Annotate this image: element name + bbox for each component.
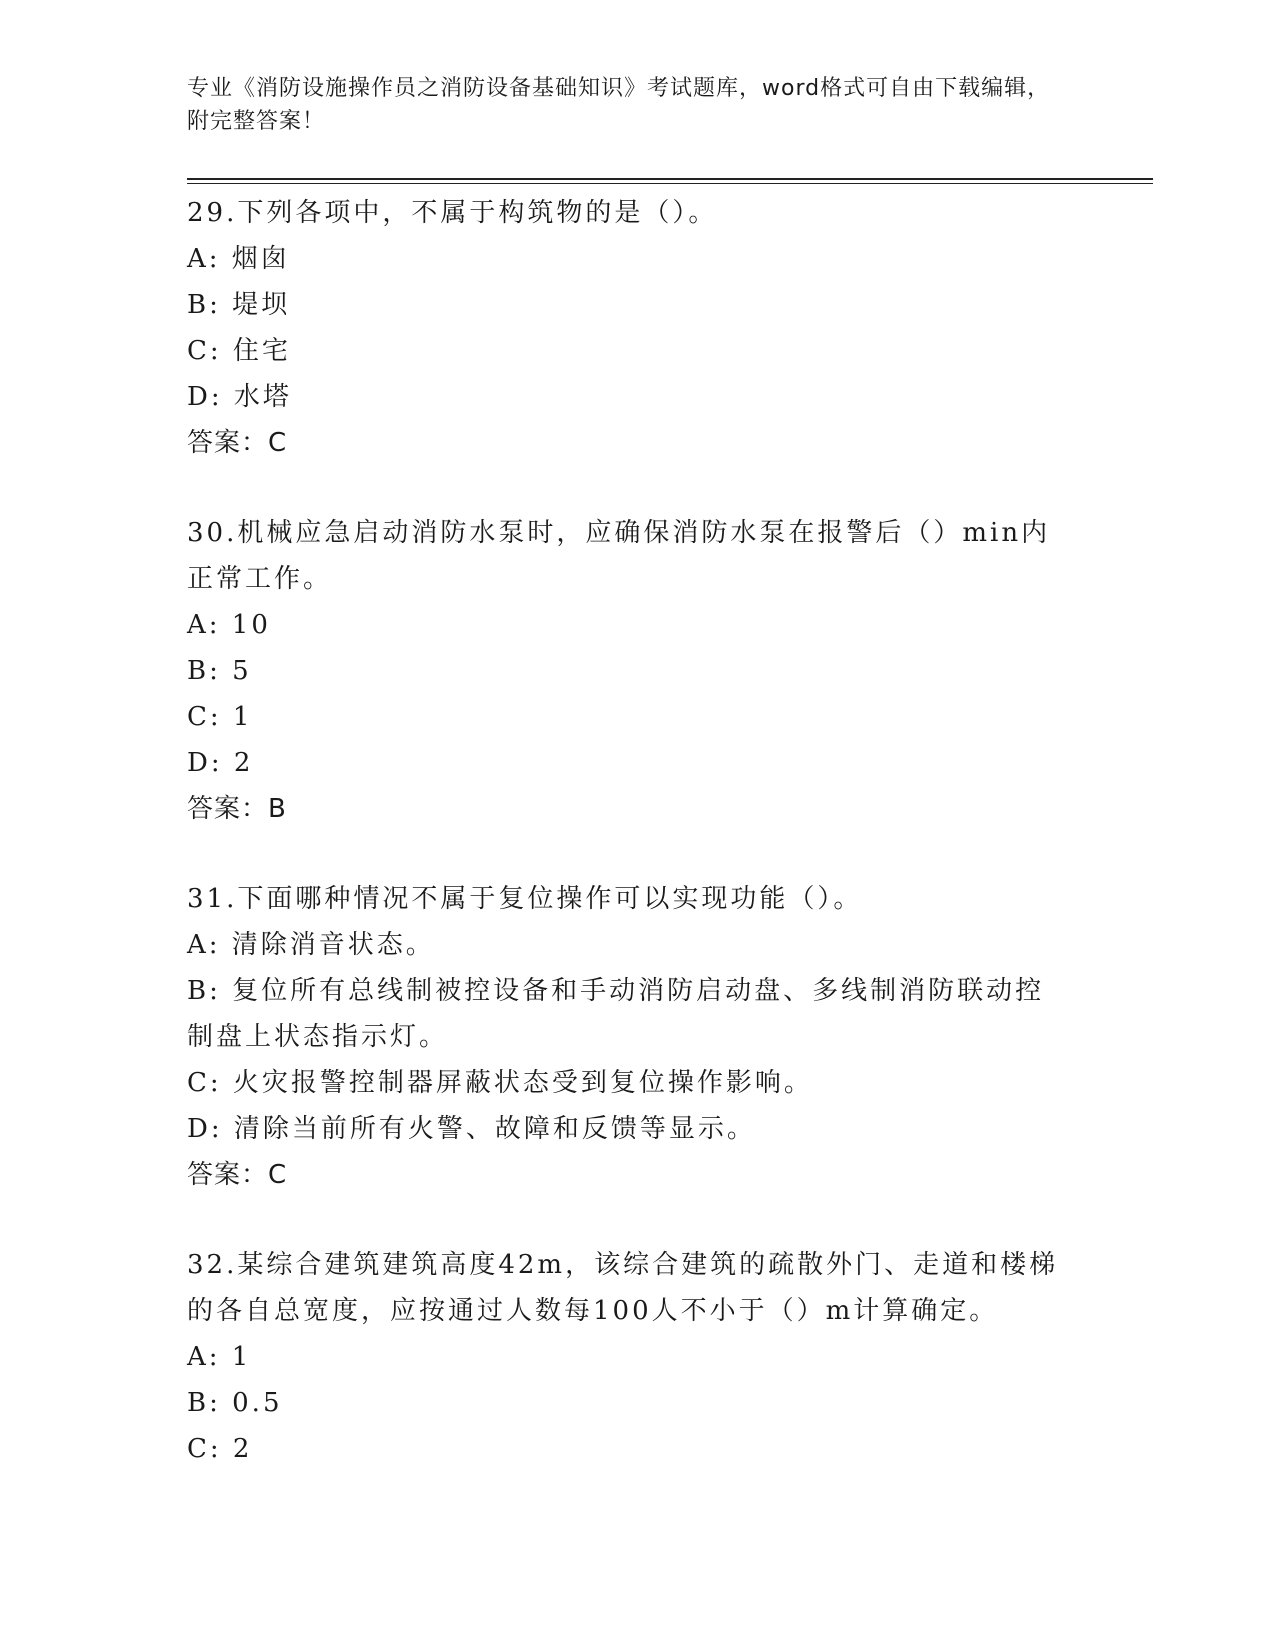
option-d: D: 2 bbox=[187, 748, 254, 778]
option-d: D: 清除当前所有火警、故障和反馈等显示。 bbox=[187, 1114, 756, 1144]
option-a: A: 烟囱 bbox=[187, 244, 290, 274]
question-stem: 31.下面哪种情况不属于复位操作可以实现功能（）。 bbox=[187, 884, 863, 914]
question-31 bbox=[187, 876, 1067, 1198]
question-stem: 32.某综合建筑建筑高度42m，该综合建筑的疏散外门、走道和楼梯的各自总宽度，应按通过人数每100人不小于（）m计算确定。 bbox=[187, 1250, 1059, 1326]
question-30 bbox=[187, 510, 1067, 832]
option-b: B: 0.5 bbox=[187, 1388, 283, 1418]
answer-line: 答案：B bbox=[187, 794, 287, 824]
option-a: A: 1 bbox=[187, 1342, 252, 1372]
question-list bbox=[187, 190, 1067, 1516]
option-b: B: 复位所有总线制被控设备和手动消防启动盘、多线制消防联动控制盘上状态指示灯。 bbox=[187, 976, 1045, 1052]
question-stem: 29.下列各项中，不属于构筑物的是（）。 bbox=[187, 198, 718, 228]
header-rule-thin bbox=[187, 183, 1153, 184]
document-header: 专业《消防设施操作员之消防设备基础知识》考试题库，word格式可自由下载编辑，附完整答案！ bbox=[187, 76, 1051, 134]
question-stem: 30.机械应急启动消防水泵时，应确保消防水泵在报警后（）min内正常工作。 bbox=[187, 518, 1051, 594]
option-b: B: 5 bbox=[187, 656, 252, 686]
answer-line: 答案：C bbox=[187, 1160, 288, 1190]
answer-line: 答案：C bbox=[187, 428, 288, 458]
option-a: A: 10 bbox=[187, 610, 271, 640]
option-b: B: 堤坝 bbox=[187, 290, 291, 320]
option-c: C: 住宅 bbox=[187, 336, 291, 366]
option-c: C: 火灾报警控制器屏蔽状态受到复位操作影响。 bbox=[187, 1068, 813, 1098]
option-c: C: 2 bbox=[187, 1434, 253, 1464]
option-a: A: 清除消音状态。 bbox=[187, 930, 435, 960]
option-d: D: 水塔 bbox=[187, 382, 292, 412]
option-c: C: 1 bbox=[187, 702, 253, 732]
question-32 bbox=[187, 1242, 1067, 1472]
header-rule-thick bbox=[187, 178, 1153, 180]
question-29 bbox=[187, 190, 1067, 466]
